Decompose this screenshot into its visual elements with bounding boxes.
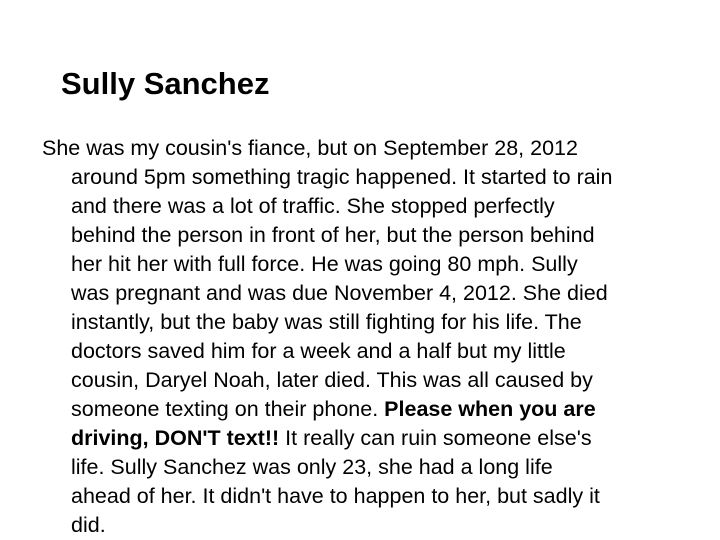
paragraph-line-2: around 5pm something tragic happened. It started to rain <box>71 165 613 189</box>
line-10-bold-text: Please when you are <box>384 397 596 421</box>
paragraph-line-14: did. <box>71 513 106 537</box>
paragraph-line-9: cousin, Daryel Noah, later died. This was all caused by <box>71 368 593 392</box>
paragraph-line-3: and there was a lot of traffic. She stopped perfectly <box>71 194 555 218</box>
paragraph-line-4: behind the person in front of her, but the person behind <box>71 223 595 247</box>
line-11-plain-text: It really can ruin someone else's <box>279 426 592 450</box>
paragraph-line-1: She was my cousin's fiance, but on September 28, 2012 <box>42 136 578 160</box>
paragraph-line-6: was pregnant and was due November 4, 2012. She died <box>71 281 608 305</box>
slide-title: Sully Sanchez <box>61 66 270 101</box>
line-11-bold-text: driving, DON'T text!! <box>71 426 280 450</box>
paragraph-line-11 <box>42 424 612 453</box>
paragraph-line-10 <box>42 395 612 424</box>
paragraph-line-13: ahead of her. It didn't have to happen to her, but sadly it <box>71 484 600 508</box>
paragraph-line-12: life. Sully Sanchez was only 23, she had a long life <box>71 455 553 479</box>
line-10-plain-text: someone texting on their phone. <box>71 397 385 421</box>
paragraph-line-5: her hit her with full force. He was going 80 mph. Sully <box>71 252 578 276</box>
paragraph-line-7: instantly, but the baby was still fighting for his life. The <box>71 310 582 334</box>
paragraph-line-8: doctors saved him for a week and a half but my little <box>71 339 566 363</box>
story-paragraph <box>42 134 612 540</box>
